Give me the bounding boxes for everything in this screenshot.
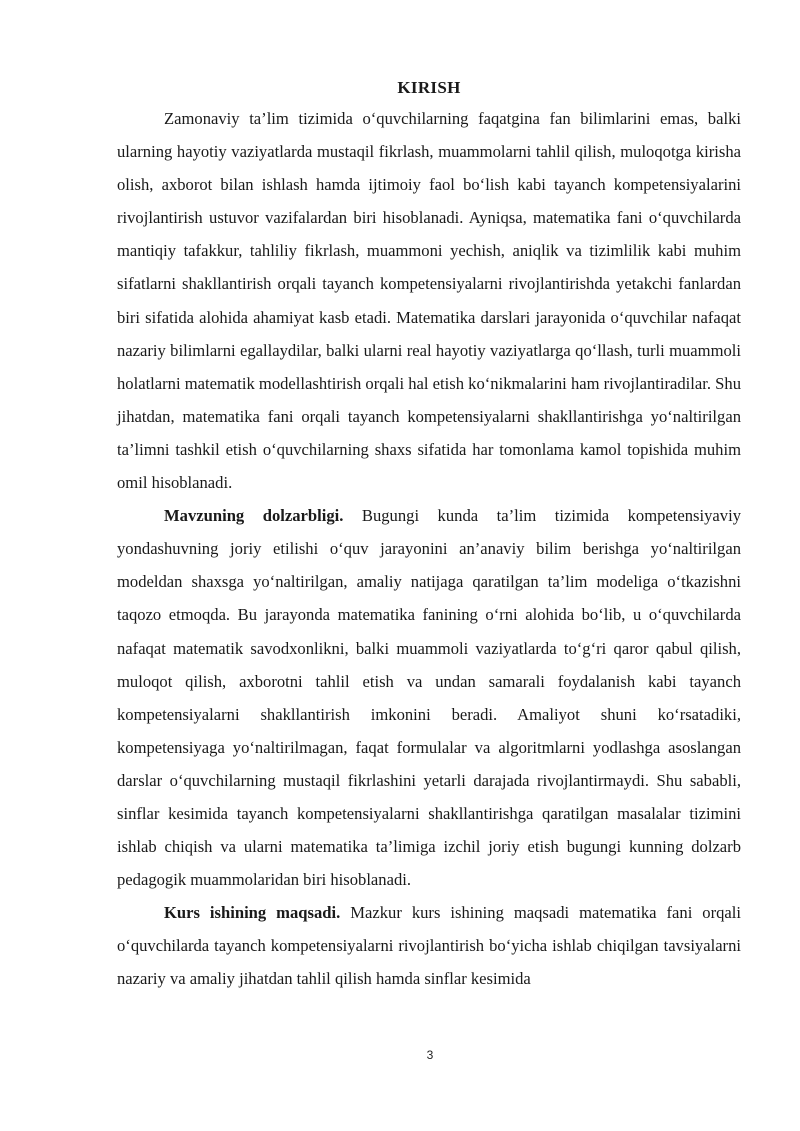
paragraph-lead: Mavzuning dolzarbligi. [164,506,344,526]
paragraph-text: Zamonaviy ta’lim tizimida o‘quvchilarning faqatgina fan bilimlarini emas, balki ularning hayotiy vaziyatlarda mustaqil fikrlash, muammolarni tahlil qilish, muloqotga kirisha olish, axborot bilan ishlash hamda ijtimoiy faol bo‘lish kabi tayanch kompetensiyalarini rivojlantirish ustuvor vazifalardan biri hisoblanadi. Ayniqsa, matematika fani o‘quvchilarda mantiqiy tafakkur, tahliliy fikrlash, muammoni yechish, aniqlik va tizimlilik kabi muhim sifatlarni shakllantirish orqali tayanch kompetensiyalarni rivojlantirishda yetakchi fanlardan biri sifatida alohida ahamiyat kasb etadi. Matematika darslari jarayonida o‘quvchilar nafaqat nazariy bilimlarni egallaydilar, balki ularni real hayotiy vaziyatlarga qo‘llash, turli muammoli holatlarni matematik modellashtirish orqali hal etish ko‘nikmalarini ham rivojlantiradilar. Shu jihatdan, matematika fani orqali tayanch kompetensiyalarni shakllantirishga yo‘naltirilgan ta’limni tashkil etish o‘quvchilarning shaxs sifatida har tomonlama kamol topishida muhim omil hisoblanadi. [117,109,741,493]
paragraph-intro [117,102,741,499]
page-number: 3 [426,1048,434,1062]
document-page [117,75,741,996]
paragraph-goal [117,896,741,995]
paragraph-relevance [117,499,741,896]
paragraph-text: Bugungi kunda ta’lim tizimida kompetensiyaviy yondashuvning joriy etilishi o‘quv jarayonini an’anaviy bilim berishga yo‘naltirilgan modeldan shaxsga yo‘naltirilgan, amaliy natijaga qaratilgan ta’lim modeliga o‘tkazishni taqozo etmoqda. Bu jarayonda matematika fanining o‘rni alohida bo‘lib, u o‘quvchilarda nafaqat matematik savodxonlikni, balki muammoli vaziyatlarda to‘g‘ri qaror qabul qilish, muloqot qilish, axborotni tahlil etish va undan samarali foydalanish kabi tayanch kompetensiyalarni shakllantirish imkonini beradi. Amaliyot shuni ko‘rsatadiki, kompetensiyaga yo‘naltirilmagan, faqat formulalar va algoritmlarni yodlashga asoslangan darslar o‘quvchilarning mustaqil fikrlashini yetarli darajada rivojlantirmaydi. Shu sababli, sinflar kesimida tayanch kompetensiyalarni shakllantirishga qaratilgan masalalar tizimini ishlab chiqish va ularni matematika ta’limiga izchil joriy etish bugungi kunning dolzarb pedagogik muammolaridan biri hisoblanadi. [117,506,741,890]
paragraph-lead: Kurs ishining maqsadi. [164,903,341,923]
paragraph-text: Mazkur kurs ishining maqsadi matematika fani orqali o‘quvchilarda tayanch kompetensiyalarni rivojlantirish bo‘yicha ishlab chiqilgan tavsiyalarni nazariy va amaliy jihatdan tahlil qilish hamda sinflar kesimida [117,903,741,989]
section-title: KIRISH [397,78,461,97]
